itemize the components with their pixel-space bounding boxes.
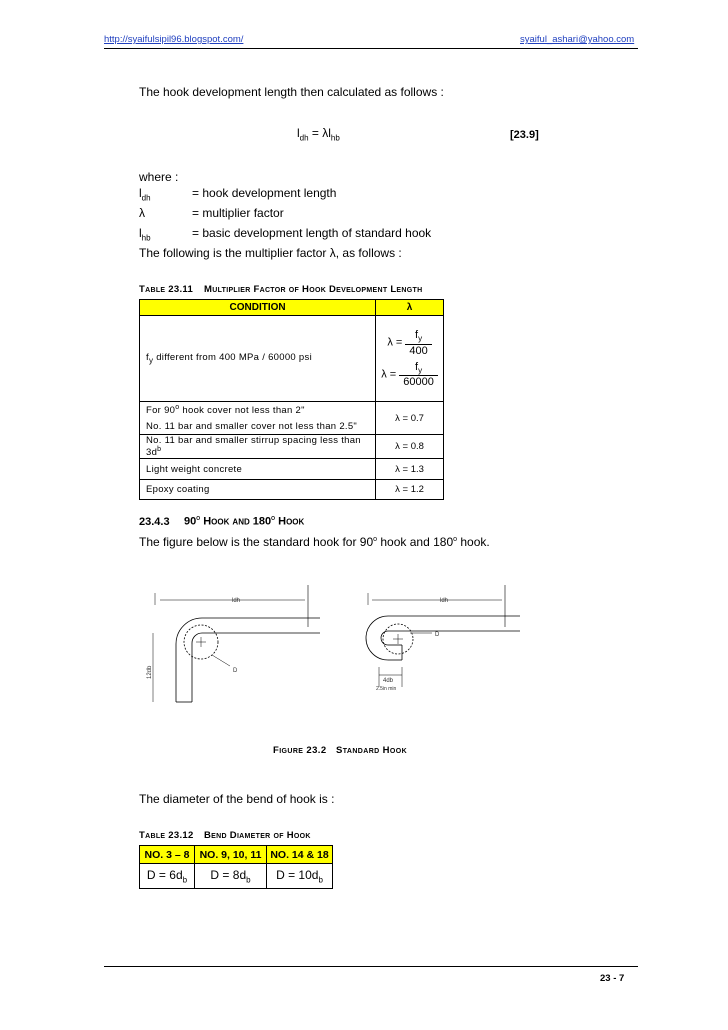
table2-number: Table 23.12: [139, 830, 194, 841]
figure-intro: [139, 535, 490, 549]
table1-title: Multiplier Factor of Hook Development Length: [204, 284, 423, 295]
cond-text: hook cover not less than 2": [179, 405, 305, 417]
eq-mid: = λl: [308, 126, 331, 140]
header-no-9-11: NO. 9, 10, 11: [195, 846, 267, 864]
table-multiplier-factor: [139, 299, 444, 500]
table-row: [140, 402, 444, 435]
label-4db: 4db: [383, 678, 394, 684]
eq-lhs: l: [297, 126, 300, 140]
figure-caption-title: Standard Hook: [336, 745, 408, 756]
label-ldh-90: ldh: [232, 598, 241, 604]
cond-text: different from 400 MPa / 60000 psi: [153, 352, 312, 364]
cond-sup: b: [157, 446, 162, 453]
eq-lhs-sub: dh: [299, 133, 309, 143]
def-lambda-desc: = multiplier factor: [192, 206, 284, 220]
cond-text: f: [146, 352, 149, 364]
cond-line2: No. 11 bar and smaller cover not less than 2.5": [146, 421, 358, 433]
fraction: [399, 361, 438, 388]
table-row: [140, 864, 333, 889]
lambda-07: λ = 0.7: [376, 402, 444, 435]
def-ldh-symbol: [139, 186, 151, 202]
intro-sup: o: [453, 536, 458, 543]
val-sub: b: [318, 875, 323, 885]
lambda-12: λ = 1.2: [376, 480, 444, 500]
footer-rule: [104, 966, 638, 967]
page-number: 23 - 7: [600, 973, 625, 984]
val-text: D = 10d: [276, 867, 319, 882]
frac-den: 400: [409, 344, 428, 357]
cond-text: No. 11 bar and smaller stirrup spacing less than 3d: [146, 435, 361, 459]
section-number: 23.4.3: [139, 516, 170, 528]
cond-sup: o: [175, 403, 180, 411]
figure-caption-number: Figure 23.2: [273, 745, 327, 756]
condition-stirrup: [140, 435, 376, 459]
table-bend-diameter: [139, 845, 333, 889]
section-sup: o: [196, 515, 201, 522]
label-12db: 12db: [147, 665, 153, 679]
condition-lightweight: Light weight concrete: [140, 459, 376, 480]
def-sub: hb: [141, 233, 151, 243]
def-lhb-symbol: [139, 226, 151, 242]
intro-text: The hook development length then calculated as follows :: [139, 85, 444, 99]
def-ldh-desc: = hook development length: [192, 186, 337, 200]
table-header-row: [140, 300, 444, 316]
val-text: D = 8d: [210, 867, 247, 882]
table-row: [140, 316, 444, 402]
eq-rhs-sub: hb: [330, 133, 340, 143]
bend-6db: [140, 864, 195, 889]
lambda-fy: [376, 316, 444, 402]
header-no-3-8: NO. 3 – 8: [140, 846, 195, 864]
lambda-eq-psi: [376, 361, 443, 388]
condition-epoxy: Epoxy coating: [140, 480, 376, 500]
eq-lhs: λ =: [381, 368, 397, 380]
cond-line1: [146, 404, 375, 416]
table-row: [140, 480, 444, 500]
header-rule: [104, 48, 638, 49]
label-D-90: D: [233, 668, 238, 674]
where-label: where :: [139, 170, 179, 184]
val-sub: b: [246, 875, 251, 885]
bend-8db: [195, 864, 267, 889]
table2-title: Bend Diameter of Hook: [204, 830, 311, 841]
def-lhb-desc: = basic development length of standard hook: [192, 226, 432, 240]
def-symbol: l: [139, 186, 142, 200]
num-sub: y: [418, 365, 423, 375]
table1-number: Table 23.11: [139, 284, 194, 295]
frac-den: 60000: [403, 375, 434, 388]
section-sup: o: [271, 515, 276, 522]
condition-hook-cover: [140, 402, 376, 435]
label-2-5in-min: 2.5in min: [376, 686, 397, 692]
lambda-13: λ = 1.3: [376, 459, 444, 480]
section-title-text: Hook and 180: [200, 515, 272, 528]
cond-sub: y: [148, 355, 154, 365]
def-symbol: l: [139, 226, 142, 240]
num-text: f: [415, 360, 419, 373]
num-text: f: [415, 329, 419, 342]
lambda-eq-si: [376, 329, 443, 356]
intro-sup: o: [373, 536, 378, 543]
lambda-08: λ = 0.8: [376, 435, 444, 459]
cond-text: For 90: [146, 405, 176, 417]
label-ldh-180: ldh: [440, 598, 449, 604]
val-sub: b: [182, 875, 188, 885]
intro-text: hook.: [457, 535, 490, 549]
header-lambda: λ: [376, 300, 444, 316]
blog-url-link[interactable]: http://syaifulsipil96.blogspot.com/: [104, 34, 244, 45]
table-header-row: [140, 846, 333, 864]
frac-num: [399, 361, 438, 376]
section-title: [184, 515, 304, 528]
bend-intro: The diameter of the bend of hook is :: [139, 792, 335, 806]
val-text: D = 6d: [146, 867, 183, 882]
standard-hook-figure: [140, 575, 560, 715]
label-D-180: D: [435, 632, 440, 638]
header-condition: CONDITION: [140, 300, 376, 316]
email-link[interactable]: syaiful_ashari@yahoo.com: [520, 34, 635, 45]
header-no-14-18: NO. 14 & 18: [267, 846, 333, 864]
table-row: [140, 435, 444, 459]
table-row: [140, 459, 444, 480]
condition-fy: [140, 316, 376, 402]
section-title-text: 90: [184, 515, 197, 528]
intro-text: The figure below is the standard hook for 90: [139, 535, 374, 549]
multiplier-intro: The following is the multiplier factor λ, as follows :: [139, 246, 402, 260]
section-title-text: Hook: [275, 515, 305, 528]
def-lambda-symbol: λ: [139, 206, 145, 220]
frac-num: [405, 329, 431, 344]
bend-10db: [267, 864, 333, 889]
fraction: [405, 329, 431, 356]
def-sub: dh: [141, 193, 151, 203]
equation-number: [23.9]: [510, 129, 539, 141]
intro-text: hook and 180: [377, 535, 454, 549]
eq-lhs: λ =: [387, 336, 403, 349]
num-sub: y: [418, 334, 423, 344]
equation-23-9: [297, 126, 340, 142]
